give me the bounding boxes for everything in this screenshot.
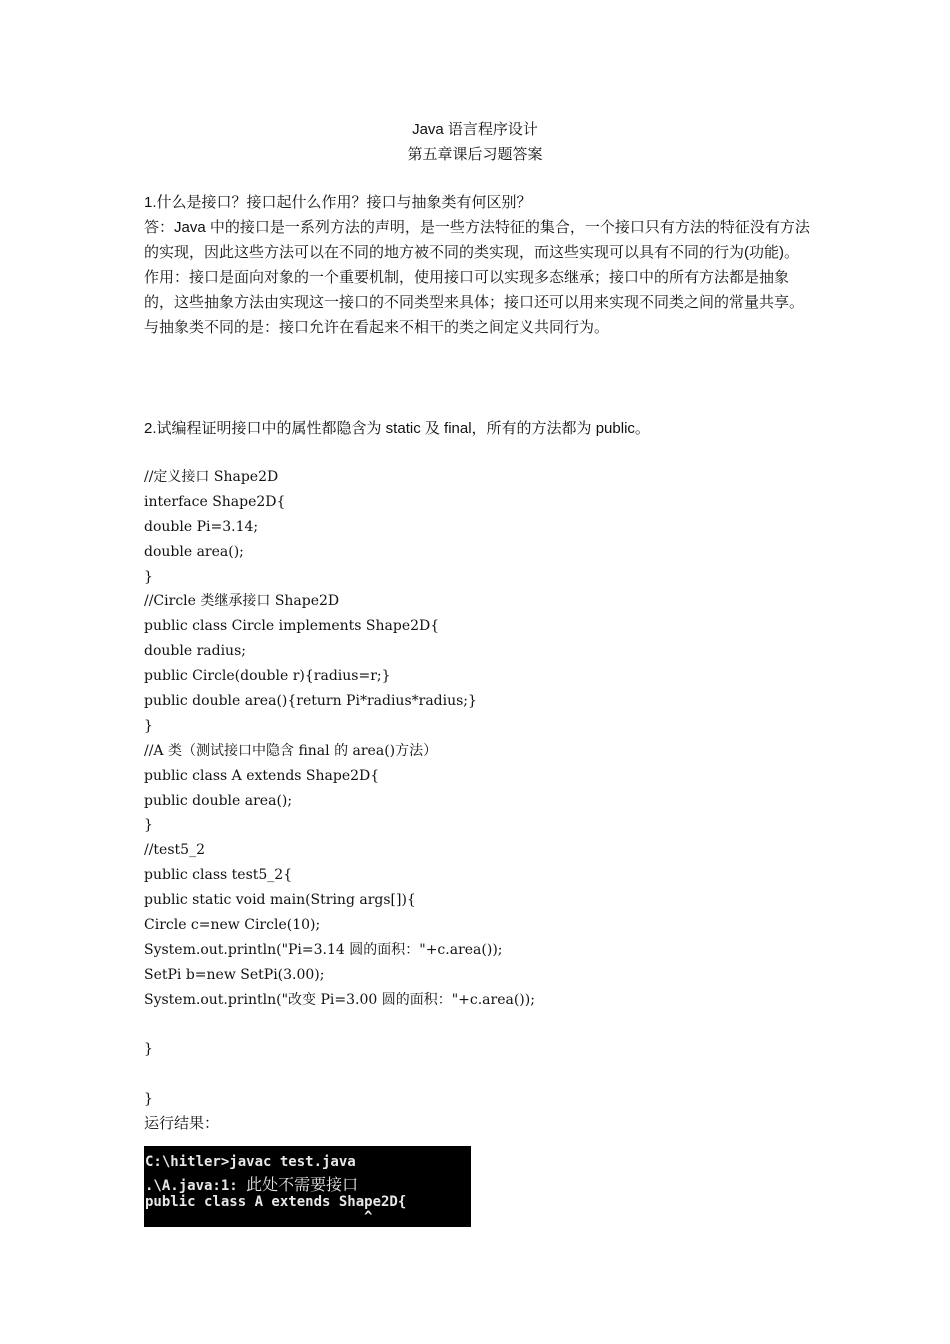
console-error-location: .\A.java:1: [145,1178,247,1194]
code-line: Circle c=new Circle(10); [144,917,321,934]
code-line: public class A extends Shape2D{ [144,767,380,784]
code-line: interface Shape2D{ [144,493,286,510]
code-line: System.out.println("Pi=3.14 圆的面积："+c.area()); [144,941,503,958]
code-line: } [144,717,153,734]
code-line: //test5_2 [144,842,205,859]
console-screenshot [144,1146,471,1227]
code-line: double Pi=3.14; [144,518,259,535]
code-line: //A 类（测试接口中隐含 final 的 area()方法） [144,742,438,759]
code-line: public Circle(double r){radius=r;} [144,668,391,685]
code-line: public double area(){return Pi*radius*radius;} [144,693,477,710]
code-line: } [144,568,153,585]
code-line: public static void main(String args[]){ [144,892,416,909]
question-1-answer: 答：Java 中的接口是一系列方法的声明，是一些方法特征的集合，一个接口只有方法的特征没有方法的实现，因此这些方法可以在不同的地方被不同的类实现，而这些实现可以具有不同的行为(功能)。 [144,219,810,261]
code-line: //定义接口 Shape2D [144,469,279,485]
code-line [144,1062,844,1087]
document-subtitle: 第五章课后习题答案 [407,146,543,163]
code-line [144,1013,844,1038]
code-line: double area(); [144,543,244,560]
code-line: double radius; [144,643,246,660]
console-line-error [145,1172,358,1195]
code-listing [144,465,844,1112]
console-caret: ^ [364,1209,373,1225]
code-line: //Circle 类继承接口 Shape2D [144,593,340,610]
result-label: 运行结果： [144,1114,220,1132]
code-line: public double area(); [144,792,293,809]
console-line-command: C:\hitler>javac test.java [145,1154,356,1170]
code-line: } [144,817,153,834]
question-1-difference: 与抽象类不同的是：接口允许在看起来不相干的类之间定义共同行为。 [144,319,610,336]
document-title: Java 语言程序设计 [412,121,538,138]
question-1-text: 1.什么是接口？接口起什么作用？接口与抽象类有何区别？ [144,194,532,211]
code-line: } [144,1041,153,1058]
question-2-section [144,416,814,441]
code-line: System.out.println("改变 Pi=3.00 圆的面积："+c.area()); [144,991,535,1008]
console-line-source: public class A extends Shape2D{ [145,1194,407,1210]
code-line: SetPi b=new SetPi(3.00); [144,966,325,983]
question-1-role: 作用：接口是面向对象的一个重要机制，使用接口可以实现多态继承；接口中的所有方法都是抽象的，这些抽象方法由实现这一接口的不同类型来具体；接口还可以用来实现不同类之间的常量共享。 [144,269,805,311]
code-line: public class Circle implements Shape2D{ [144,618,440,635]
question-2-text: 2.试编程证明接口中的属性都隐含为 static 及 final，所有的方法都为 public。 [144,420,650,437]
code-line: } [144,1091,153,1108]
console-error-message: 此处不需要接口 [246,1175,359,1194]
question-1-section [144,190,814,340]
code-line: public class test5_2{ [144,867,293,884]
